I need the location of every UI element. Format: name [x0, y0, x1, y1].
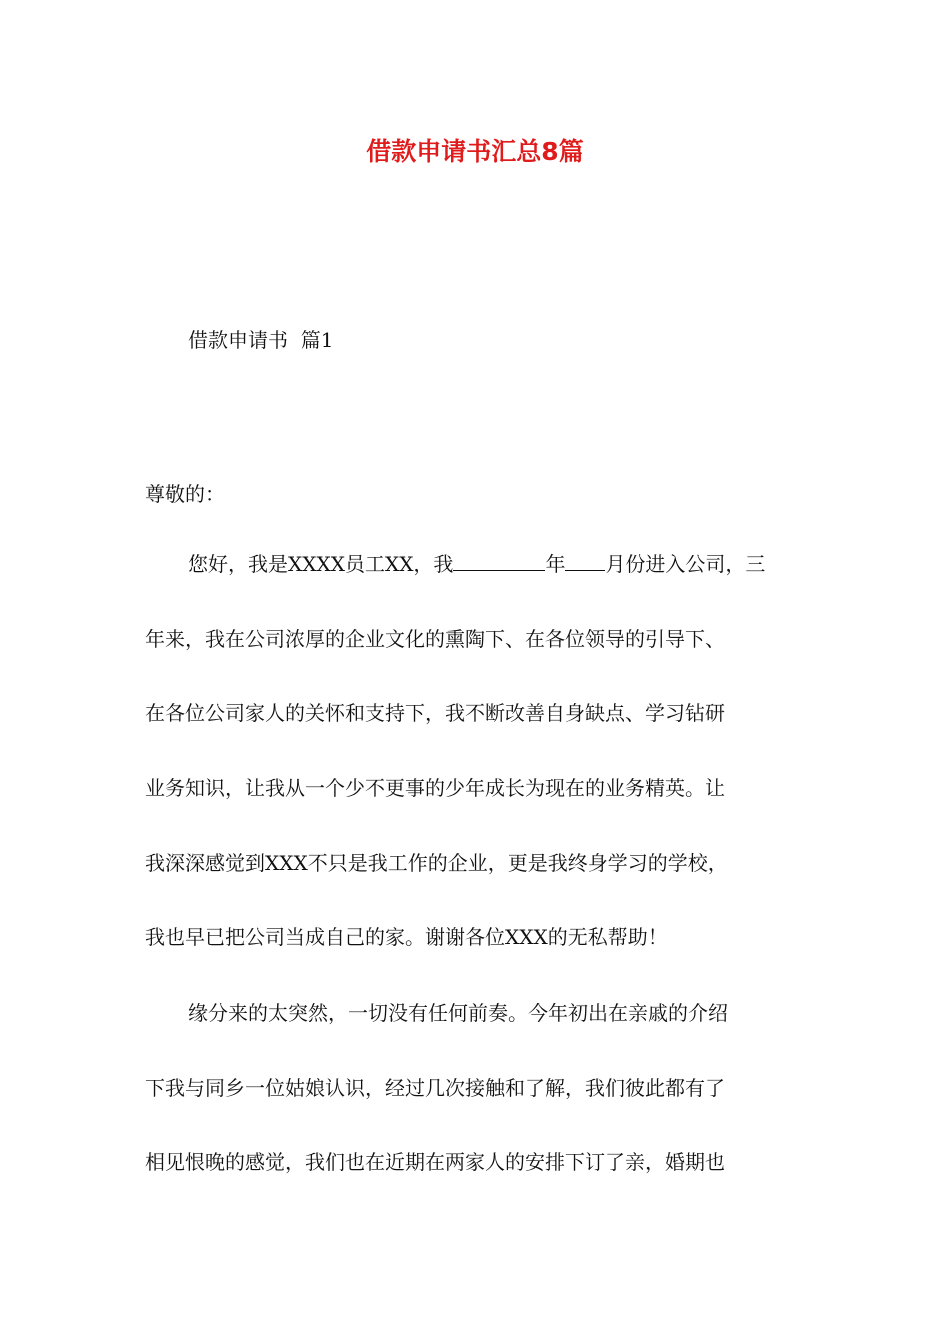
paragraph-line: 缘分来的太突然，一切没有任何前奏。今年初出在亲戚的介绍	[188, 1001, 728, 1025]
paragraph-line: 年来，我在公司浓厚的企业文化的熏陶下、在各位领导的引导下、	[145, 626, 725, 651]
paragraph-line: 我也早已把公司当成自己的家。谢谢各位XXX的无私帮助！	[145, 925, 668, 950]
paragraph-line	[145, 546, 807, 621]
paragraph-text: 年	[545, 552, 566, 576]
paragraph-line: 在各位公司家人的关怀和支持下，我不断改善自身缺点、学习钻研	[145, 701, 725, 726]
paragraph-line: 我深深感觉到XXX不只是我工作的企业，更是我终身学习的学校，	[145, 850, 728, 875]
paragraph-1	[145, 546, 807, 994]
paragraph-line: 相见恨晚的感觉，我们也在近期在两家人的安排下订了亲，婚期也	[145, 1150, 725, 1175]
document-title: 借款申请书汇总8篇	[366, 137, 584, 166]
paragraph-text: 月份进入公司，三	[605, 552, 766, 576]
salutation: 尊敬的：	[145, 482, 225, 506]
paragraph-2	[145, 995, 807, 1219]
fill-in-blank	[453, 546, 545, 571]
paragraph-line: 业务知识，让我从一个少不更事的少年成长为现在的业务精英。让	[145, 776, 725, 801]
paragraph-text: 您好，我是XXXX员工XX，我	[188, 552, 454, 576]
paragraph-line: 下我与同乡一位姑娘认识，经过几次接触和了解，我们彼此都有了	[145, 1075, 725, 1100]
section-heading: 借款申请书 篇1	[188, 328, 334, 352]
fill-in-blank	[565, 546, 605, 571]
